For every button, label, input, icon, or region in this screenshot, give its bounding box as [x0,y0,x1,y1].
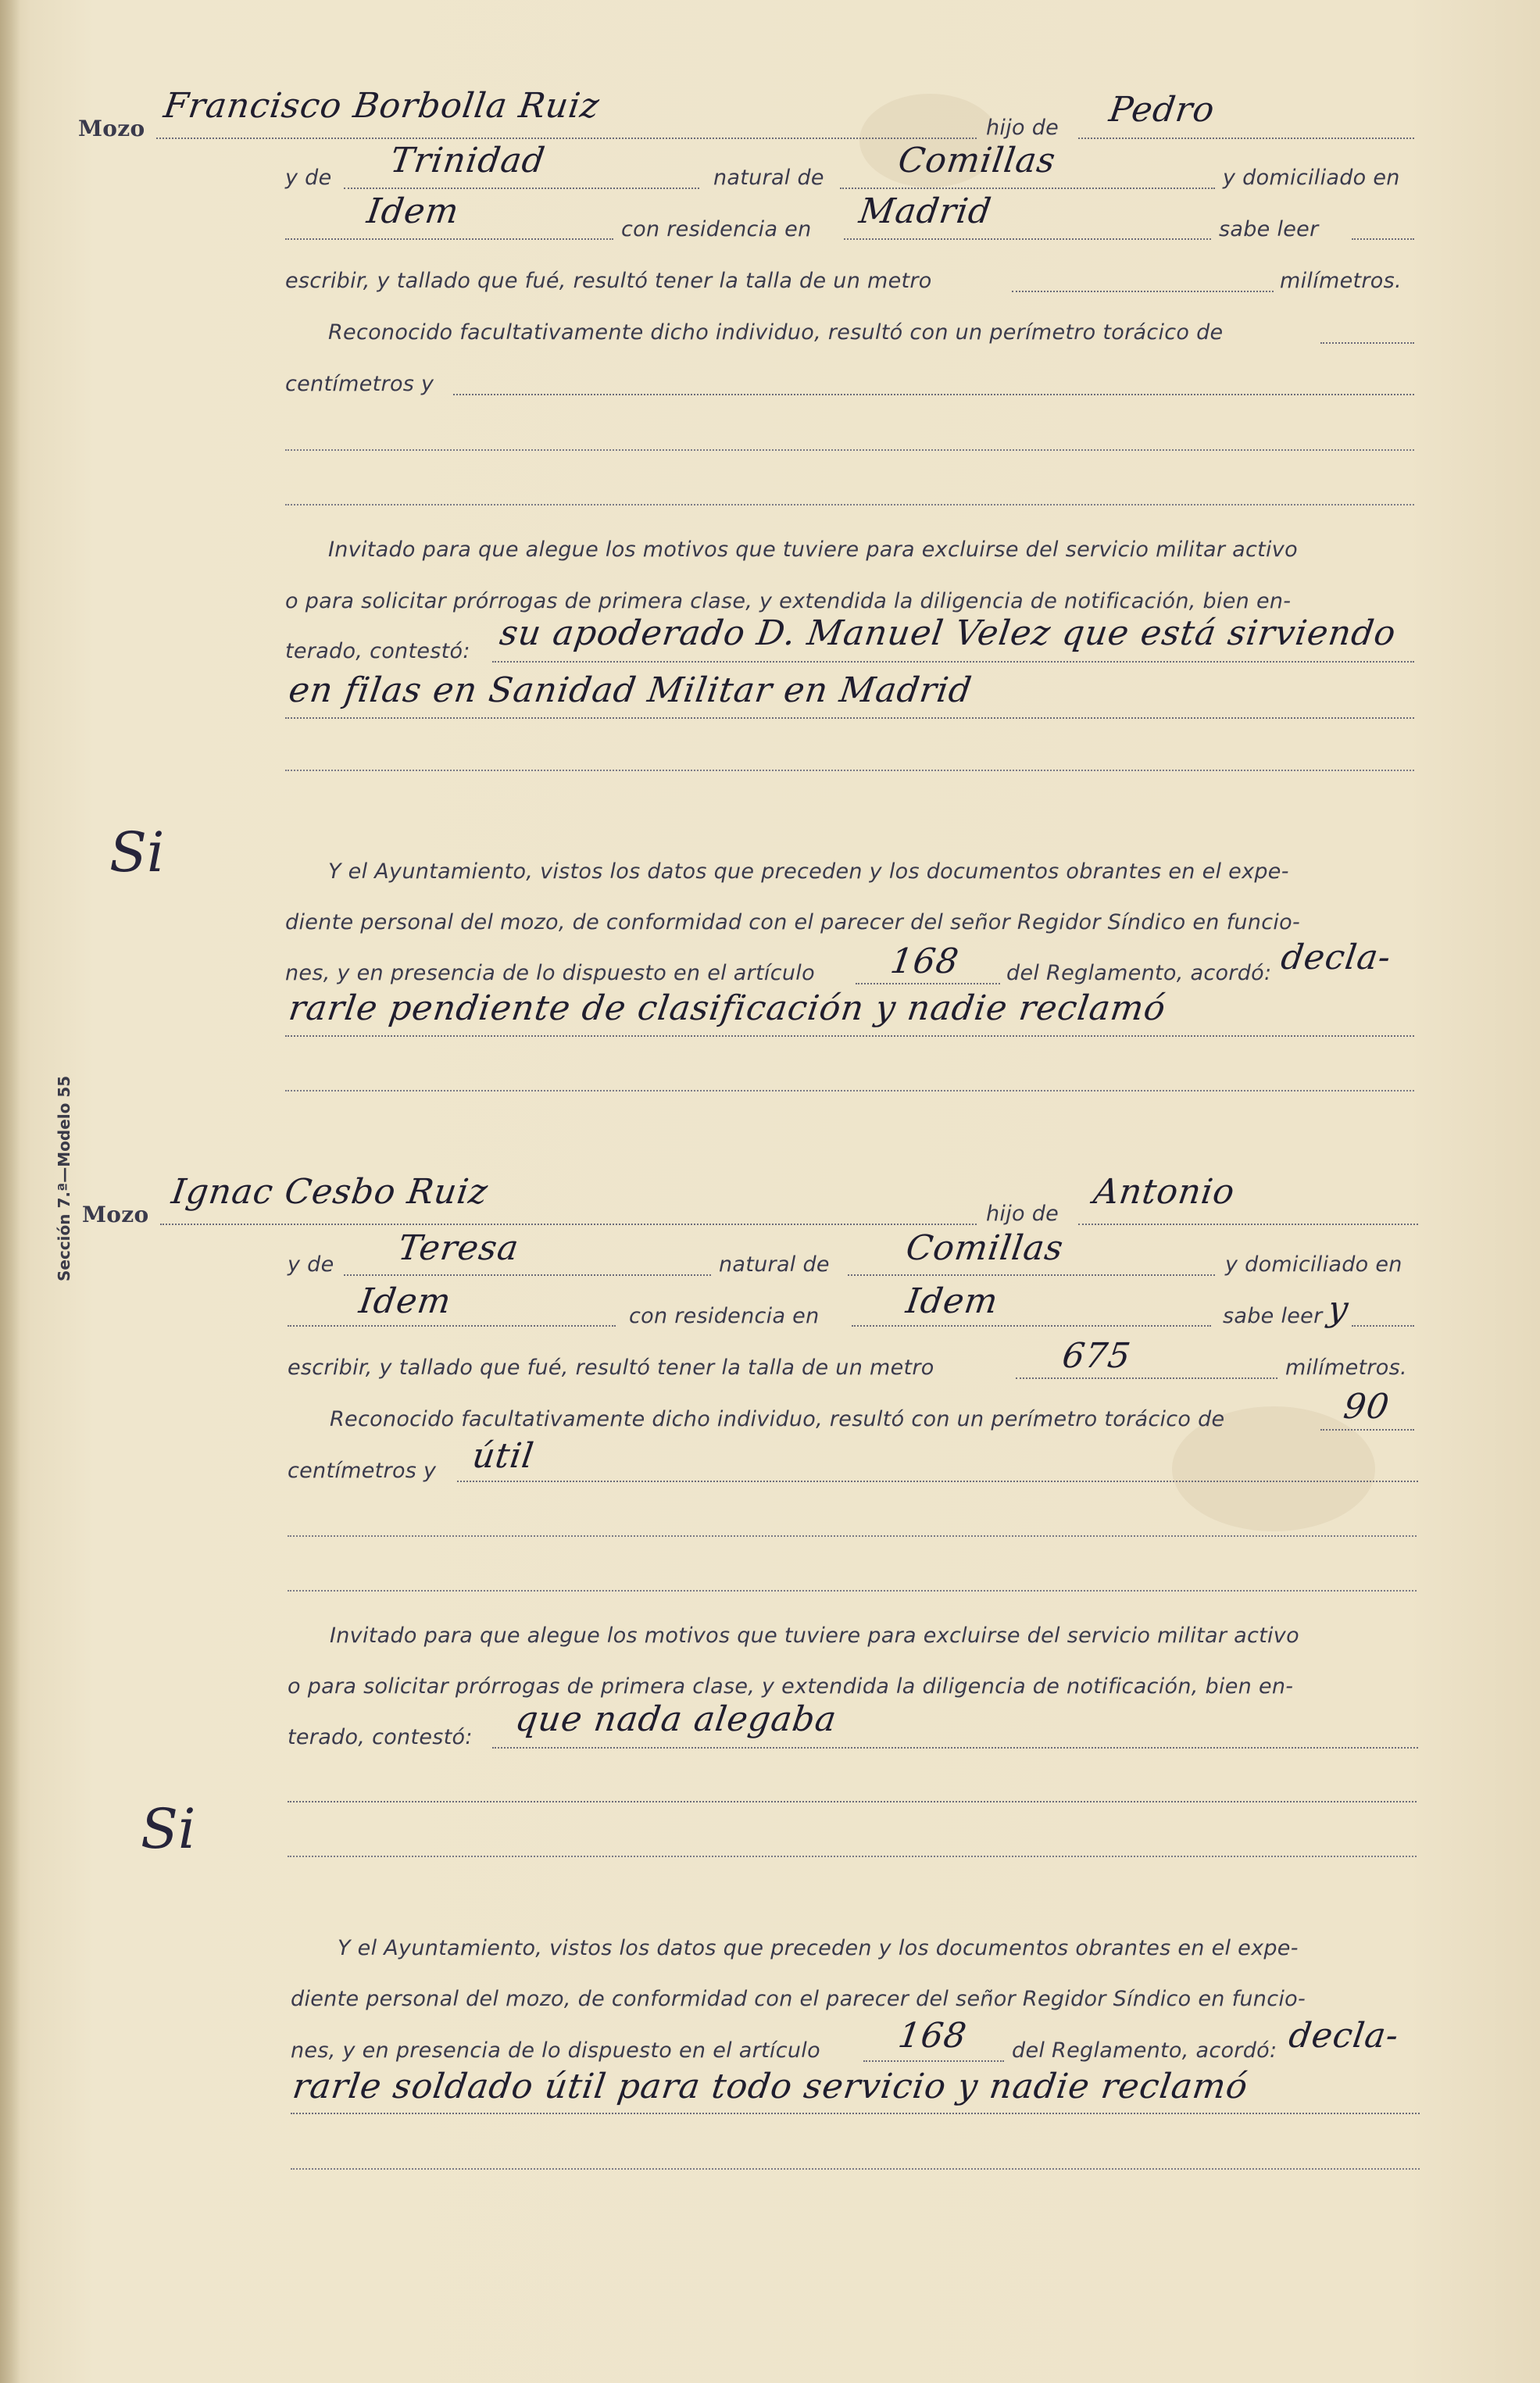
ayuntamiento-line-3: nes, y en presencia de lo dispuesto en el artículo [291,2038,820,2063]
mozo-label: Mozo [82,1202,149,1227]
mozo-label: Mozo [78,116,145,141]
dotted-line [285,717,1414,719]
reglamento-label: del Reglamento, acordó: [1012,2038,1277,2063]
domiciliado-label: y domiciliado en [1223,166,1400,190]
answer-line-2: en filas en Sanidad Militar en Madrid [286,670,975,710]
ayuntamiento-line-1: Y el Ayuntamiento, vistos los datos que preceden y los documentos obrantes en el expe- [338,1936,1299,1960]
invitado-line-3: terado, contestó: [288,1725,473,1749]
dotted-line [856,983,1000,984]
binding-shadow [0,0,20,2383]
dotted-line [1320,342,1414,344]
talla-value: 675 [1059,1336,1134,1376]
mozo-name: Francisco Borbolla Ruiz [161,86,602,126]
dotted-line [1078,1224,1418,1225]
dotted-line [285,449,1414,451]
dotted-line [1012,291,1274,292]
dotted-line [344,188,699,189]
articulo-value: 168 [888,941,962,981]
dotted-line [288,1325,616,1327]
natural-de-label: natural de [719,1252,830,1277]
residencia-label: con residencia en [629,1304,820,1328]
escribir-label: escribir, y tallado que fué, resultó tener la talla de un metro [285,269,932,293]
sabe-leer-label: sabe leer [1219,217,1319,241]
residence: Idem [903,1281,1001,1321]
father-name: Pedro [1106,90,1217,130]
acuerdo-line-1: decla- [1278,938,1394,977]
invitado-line-2: o para solicitar prórrogas de primera clase, y extendida la diligencia de notificación, bien en- [285,589,1292,613]
y-de-label: y de [285,166,332,190]
birthplace: Comillas [895,141,1059,180]
aptitud-value: útil [470,1436,537,1476]
domicile: Idem [364,191,462,231]
sabe-leer-value: y [1325,1289,1352,1329]
invitado-line-2: o para solicitar prórrogas de primera clase, y extendida la diligencia de notificación, bien en- [288,1674,1294,1699]
ayuntamiento-line-2: diente personal del mozo, de conformidad con el parecer del señor Regidor Síndico en funcio- [285,910,1301,934]
dotted-line [840,188,1215,189]
dotted-line [492,661,1414,663]
answer-line-1: que nada alegaba [513,1699,840,1739]
reglamento-label: del Reglamento, acordó: [1006,961,1272,985]
margin-note: Si [141,1797,196,1861]
milimetros-label: milímetros. [1285,1356,1407,1380]
dotted-line [288,1535,1417,1537]
articulo-value: 168 [895,2016,970,2056]
dotted-line [344,1274,711,1276]
residence: Madrid [856,191,995,231]
hijo-de-label: hijo de [986,116,1059,140]
section-label: Sección 7.ª—Modelo 55 [55,1075,73,1281]
y-de-label: y de [288,1252,334,1277]
dotted-line [291,2113,1420,2114]
residencia-label: con residencia en [621,217,812,241]
mother-name: Teresa [395,1228,522,1268]
invitado-line-1: Invitado para que alegue los motivos que tuviere para excluirse del servicio militar activo [328,538,1298,562]
acuerdo-line-1: decla- [1286,2016,1402,2056]
dotted-line [492,1747,1418,1749]
dotted-line [848,1274,1215,1276]
dotted-line [285,238,613,240]
acuerdo-line-2: rarle pendiente de clasificación y nadie reclamó [286,988,1169,1028]
dotted-line [156,138,977,139]
dotted-line [844,238,1211,240]
invitado-line-1: Invitado para que alegue los motivos que tuviere para excluirse del servicio militar activo [330,1624,1299,1648]
ayuntamiento-line-1: Y el Ayuntamiento, vistos los datos que preceden y los documentos obrantes en el expe- [328,859,1289,884]
reconocido-label: Reconocido facultativamente dicho individuo, resultó con un perímetro torácico de [330,1407,1225,1431]
sabe-leer-label: sabe leer [1223,1304,1323,1328]
ayuntamiento-line-2: diente personal del mozo, de conformidad con el parecer del señor Regidor Síndico en funcio- [291,1987,1306,2011]
dotted-line [852,1325,1211,1327]
dotted-line [1320,1429,1414,1431]
birthplace: Comillas [903,1228,1067,1268]
dotted-line [1016,1377,1277,1379]
dotted-line [453,394,1414,395]
perimetro-value: 90 [1341,1387,1392,1427]
answer-line-1: su apoderado D. Manuel Velez que está sirviendo [497,613,1399,653]
dotted-line [1352,238,1414,240]
dotted-line [288,1590,1417,1592]
dotted-line [285,1090,1414,1091]
reconocido-label: Reconocido facultativamente dicho individuo, resultó con un perímetro torácico de [328,320,1224,345]
dotted-line [288,1801,1417,1802]
centimetros-label: centímetros y [288,1459,437,1483]
centimetros-label: centímetros y [285,372,434,396]
escribir-label: escribir, y tallado que fué, resultó tener la talla de un metro [288,1356,934,1380]
dotted-line [285,770,1414,771]
father-name: Antonio [1091,1172,1238,1212]
dotted-line [285,504,1414,506]
dotted-line [160,1224,977,1225]
dotted-line [1078,138,1414,139]
hijo-de-label: hijo de [986,1202,1059,1226]
milimetros-label: milímetros. [1280,269,1402,293]
acuerdo-line-2: rarle soldado útil para todo servicio y nadie reclamó [290,2067,1251,2106]
domicile: Idem [356,1281,454,1321]
dotted-line [1352,1325,1414,1327]
domiciliado-label: y domiciliado en [1225,1252,1402,1277]
ayuntamiento-line-3: nes, y en presencia de lo dispuesto en el artículo [285,961,815,985]
mozo-name: Ignac Cesbo Ruiz [169,1172,491,1212]
mother-name: Trinidad [388,141,548,180]
margin-note: Si [109,820,165,884]
dotted-line [457,1481,1418,1482]
dotted-line [291,2168,1420,2170]
dotted-line [285,1035,1414,1037]
dotted-line [288,1856,1417,1857]
invitado-line-3: terado, contestó: [285,639,470,663]
natural-de-label: natural de [713,166,824,190]
dotted-line [863,2060,1004,2062]
